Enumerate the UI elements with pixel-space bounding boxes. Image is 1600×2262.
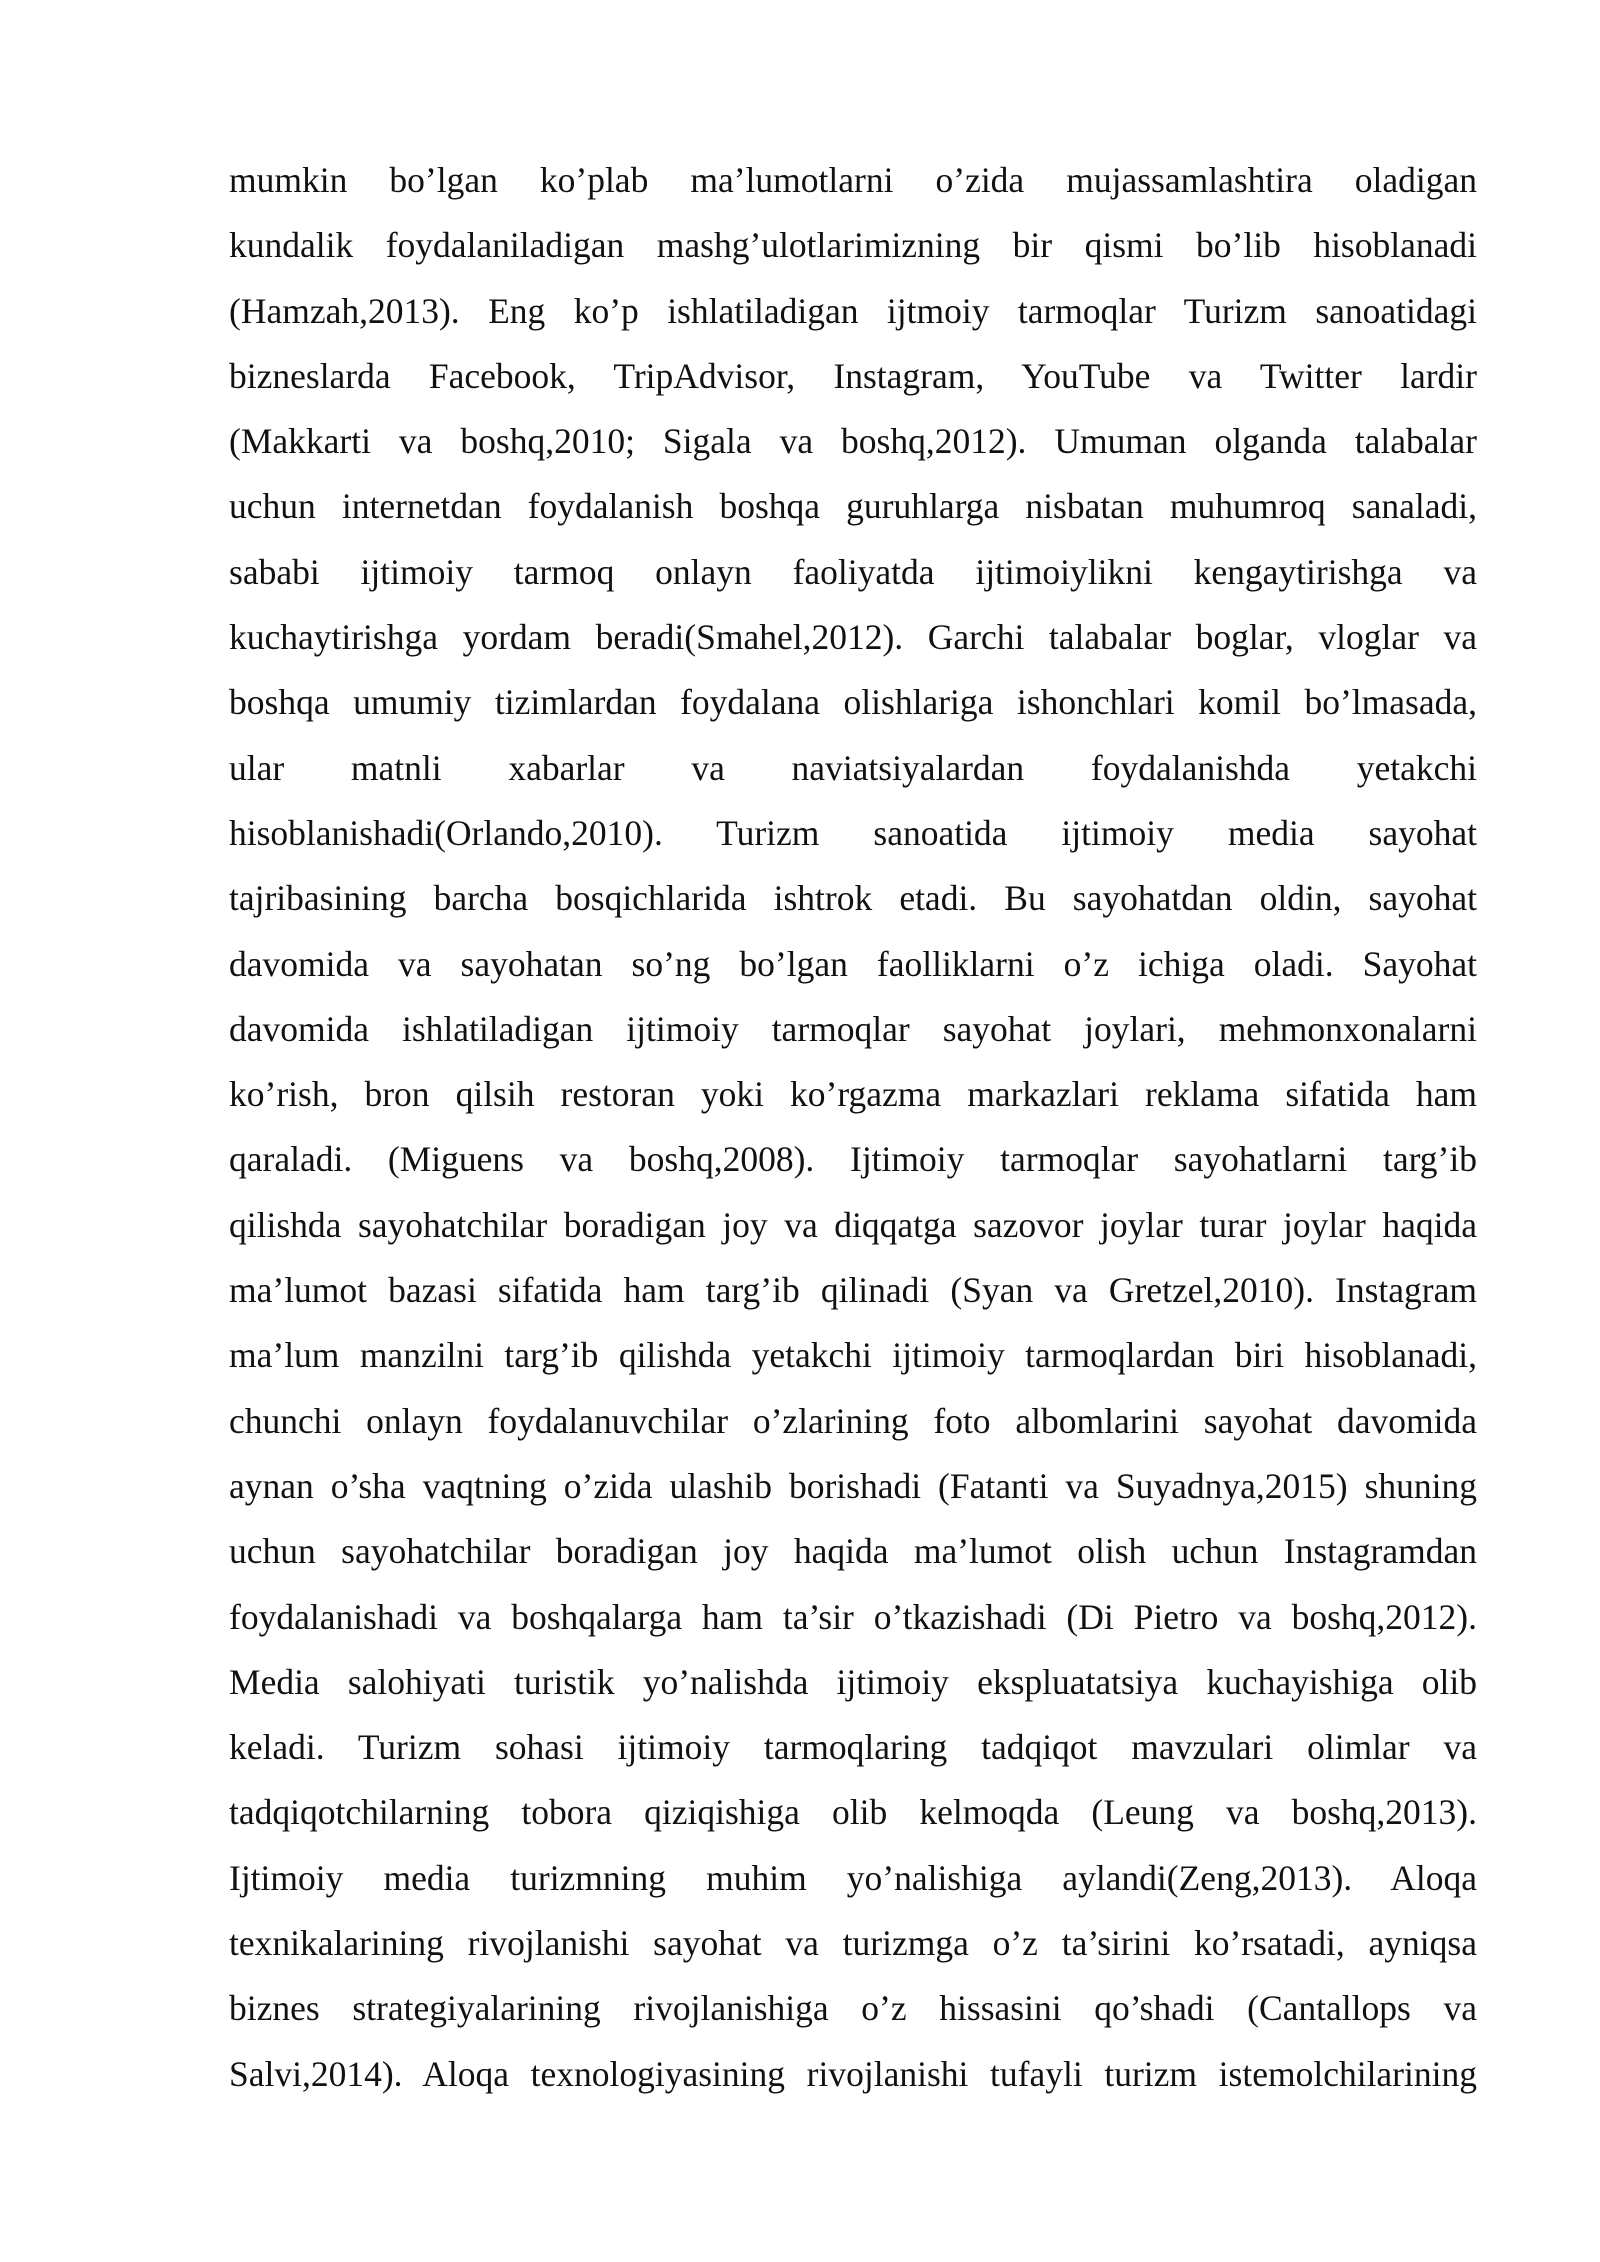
text-line: ma’lumot bazasi sifatida ham targ’ib qilinadi (Syan va Gretzel,2010). Instagram xyxy=(229,1270,1477,1311)
text-line: (Hamzah,2013). Eng ko’p ishlatiladigan ijtmoiy tarmoqlar Turizm sanoatidagi xyxy=(229,290,1477,331)
text-line: foydalanishadi va boshqalarga ham ta’sir o’tkazishadi (Di Pietro va boshq,2012). xyxy=(229,1596,1477,1637)
text-line: aynan o’sha vaqtning o’zida ulashib borishadi (Fatanti va Suyadnya,2015) shuning xyxy=(229,1465,1477,1506)
body-paragraph xyxy=(229,148,1477,2107)
text-line: bizneslarda Facebook, TripAdvisor, Instagram, YouTube va Twitter lardir xyxy=(229,355,1477,396)
text-line: boshqa umumiy tizimlardan foydalana olishlariga ishonchlari komil bo’lmasada, xyxy=(229,682,1477,723)
text-line: ular matnli xabarlar va naviatsiyalardan foydalanishda yetakchi xyxy=(229,747,1477,788)
text-line: ko’rish, bron qilsih restoran yoki ko’rgazma markazlari reklama sifatida ham xyxy=(229,1074,1477,1115)
text-line: hisoblanishadi(Orlando,2010). Turizm sanoatida ijtimoiy media sayohat xyxy=(229,812,1477,853)
text-line: texnikalarining rivojlanishi sayohat va turizmga o’z ta’sirini ko’rsatadi, ayniqsa xyxy=(229,1923,1477,1964)
text-line: uchun internetdan foydalanish boshqa guruhlarga nisbatan muhumroq sanaladi, xyxy=(229,486,1477,527)
text-line: Salvi,2014). Aloqa texnologiyasining rivojlanishi tufayli turizm istemolchilarining xyxy=(229,2053,1477,2094)
text-line: mumkin bo’lgan ko’plab ma’lumotlarni o’zida mujassamlashtira oladigan xyxy=(229,160,1477,200)
text-line: uchun sayohatchilar boradigan joy haqida ma’lumot olish uchun Instagramdan xyxy=(229,1531,1477,1572)
text-line: sababi ijtimoiy tarmoq onlayn faoliyatda ijtimoiylikni kengaytirishga va xyxy=(229,551,1477,592)
text-line: kundalik foydalaniladigan mashg’ulotlarimizning bir qismi bo’lib hisoblanadi xyxy=(229,225,1477,266)
text-line: tadqiqotchilarning tobora qiziqishiga olib kelmoqda (Leung va boshq,2013). xyxy=(229,1792,1477,1833)
text-line: Media salohiyati turistik yo’nalishda ijtimoiy ekspluatatsiya kuchayishiga olib xyxy=(229,1661,1477,1702)
text-line: davomida va sayohatan so’ng bo’lgan faolliklarni o’z ichiga oladi. Sayohat xyxy=(229,943,1477,984)
text-line: keladi. Turizm sohasi ijtimoiy tarmoqlaring tadqiqot mavzulari olimlar va xyxy=(229,1727,1477,1768)
text-line: chunchi onlayn foydalanuvchilar o’zlarining foto albomlarini sayohat davomida xyxy=(229,1400,1477,1441)
text-line: qilishda sayohatchilar boradigan joy va diqqatga sazovor joylar turar joylar haqida xyxy=(229,1204,1477,1245)
text-line: biznes strategiyalarining rivojlanishiga o’z hissasini qo’shadi (Cantallops va xyxy=(229,1988,1477,2029)
text-line: Ijtimoiy media turizmning muhim yo’nalishiga aylandi(Zeng,2013). Aloqa xyxy=(229,1857,1477,1898)
text-line: tajribasining barcha bosqichlarida ishtrok etadi. Bu sayohatdan oldin, sayohat xyxy=(229,878,1477,919)
text-line: (Makkarti va boshq,2010; Sigala va boshq,2012). Umuman olganda talabalar xyxy=(229,421,1477,462)
text-line: kuchaytirishga yordam beradi(Smahel,2012). Garchi talabalar boglar, vloglar va xyxy=(229,617,1477,658)
text-line: ma’lum manzilni targ’ib qilishda yetakchi ijtimoiy tarmoqlardan biri hisoblanadi, xyxy=(229,1335,1477,1376)
text-line: davomida ishlatiladigan ijtimoiy tarmoqlar sayohat joylari, mehmonxonalarni xyxy=(229,1008,1477,1049)
text-line: qaraladi. (Miguens va boshq,2008). Ijtimoiy tarmoqlar sayohatlarni targ’ib xyxy=(229,1139,1477,1180)
